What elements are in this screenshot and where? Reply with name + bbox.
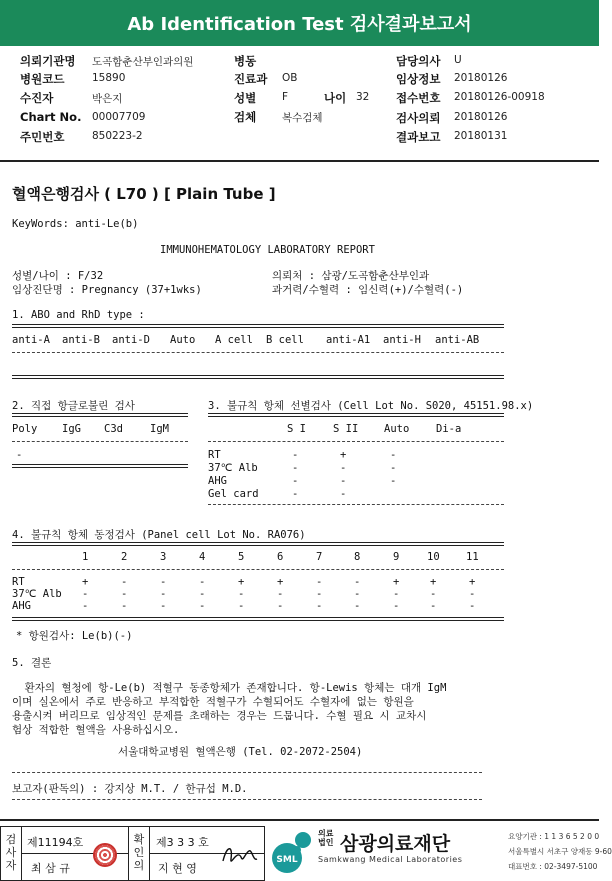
history-line: 과거력/수혈력 : 임신력(+)/수혈력(-) [272,284,464,296]
age-value: 32 [356,91,370,103]
sec1-rule-top [12,324,504,328]
sec4-header-cell: 8 [354,551,361,563]
sec1-h-anti-b: anti-B [62,334,100,346]
examiner-vertical-label: 검 사 자 [5,833,17,872]
sec4-cell: - [160,600,167,612]
sec1-h-anti-h: anti-H [383,334,421,346]
sec4-cell: - [160,576,167,588]
sec4-cell: - [316,576,323,588]
conclusion-line-1: 환자의 혈청에 항-Le(b) 적혈구 동종항체가 존재합니다. 항-Lewis 항체는 대개 IgM [12,682,447,694]
sml-logo-text: SML [276,855,298,865]
sec3-cell: - [292,488,299,500]
sec4-rule-mid [12,569,504,570]
sec4-header-cell: 9 [393,551,400,563]
sec4-cell: + [430,576,437,588]
examiner-name: 최 삼 규 [31,862,70,875]
sec4-cell: + [277,576,284,588]
sec3-title: 3. 불규칙 항체 선별검사 (Cell Lot No. S020, 45151.98.x) [208,400,534,412]
sec2-h-poly: Poly [12,423,38,435]
sec3-h-dia: Di-a [436,423,462,435]
sec4-row-label: 37℃ Alb [12,588,62,600]
header-divider [0,160,599,162]
signature-icon [219,839,259,871]
sec3-cell: - [292,462,299,474]
sec4-cell: - [354,576,361,588]
sec4-header-cell: 11 [466,551,479,563]
sec4-cell: - [430,588,437,600]
sec4-cell: - [199,588,206,600]
sec2-v-poly: - [16,449,23,461]
sec2-h-igm: IgM [150,423,169,435]
sec3-rule-top [208,413,504,417]
sec1-h-anti-a1: anti-A1 [326,334,371,346]
sec3-cell: - [340,488,347,500]
sec4-cell: - [316,600,323,612]
keywords: KeyWords: anti-Le(b) [12,218,139,230]
examiner-seal-icon [93,843,117,867]
examiner-license: 제11194호 [27,836,84,849]
sec4-header-cell: 7 [316,551,323,563]
sec1-h-a-cell: A cell [215,334,253,346]
sec4-cell: + [469,576,476,588]
request-value: 20180126 [454,111,508,123]
sec4-title: 4. 불규칙 항체 동정검사 (Panel cell Lot No. RA076) [12,529,306,541]
chart-value: 00007709 [92,111,146,123]
sec4-cell: - [316,588,323,600]
org-english-name: Samkwang Medical Laboratories [318,855,463,864]
specimen-label: 검체 [234,110,257,124]
requester-line: 의뢰처 : 삼광/도곡함춘산부인과 [272,270,430,282]
chart-label: Chart No. [20,110,82,124]
sex-label: 성별 [234,91,257,105]
sec4-cell: - [82,600,89,612]
sec3-cell: - [292,449,299,461]
contact-address: 서울특별시 서초구 양재동 9-60 [508,847,612,856]
confirmer-name: 지 현 영 [158,862,197,875]
code-label: 병원코드 [20,72,65,86]
sec4-cell: - [160,588,167,600]
sec4-cell: - [469,600,476,612]
sec1-rule-bottom [12,375,504,379]
sec3-cell: - [340,462,347,474]
conclusion-line-3: 용출시켜 버리므로 임상적인 문제를 초래하는 경우는 드뭅니다. 수혈 필요 시 교차시 [12,710,427,722]
report-title-bar [0,0,599,46]
sec3-row-label: Gel card [208,488,259,500]
footer-divider [0,819,599,821]
rrn-label: 주민번호 [20,130,65,144]
specimen-value: 복수검체 [282,112,323,124]
sec1-h-auto: Auto [170,334,196,346]
patient-info [0,48,599,158]
sec4-cell: - [354,600,361,612]
sec5-title: 5. 결론 [12,657,52,669]
sec4-rule-top [12,542,504,546]
inst-label: 의뢰기관명 [20,54,76,68]
request-label: 검사의뢰 [396,111,441,125]
sec4-cell: + [393,576,400,588]
sml-logo-icon [267,828,315,876]
sec3-cell: - [390,449,397,461]
test-name: 혈액은행검사 ( L70 ) [ Plain Tube ] [12,185,276,203]
sec3-cell: - [390,462,397,474]
sec2-rule-bottom [12,464,188,468]
sec1-h-anti-ab: anti-AB [435,334,480,346]
sec3-row-label: 37℃ Alb [208,462,258,474]
sec4-cell: - [238,600,245,612]
dept-value: OB [282,72,298,84]
report-label: 결과보고 [396,130,441,144]
reporter-rule-bottom [12,799,482,800]
receipt-value: 20180126-00918 [454,91,545,103]
code-value: 15890 [92,72,126,84]
receipt-label: 접수번호 [396,91,441,105]
reporter-rule-top [12,772,482,773]
sec4-cell: - [238,588,245,600]
contact-license: 요양기관 : 1 1 3 6 5 2 0 0 [508,832,600,841]
doctor-value: U [454,54,462,66]
sec1-h-anti-a: anti-A [12,334,50,346]
doctor-label: 담당의사 [396,54,441,68]
sec4-cell: - [430,600,437,612]
conclusion-line-4: 험상 적합한 혈액을 사용하십시오. [12,724,180,736]
sec2-value-row [0,449,200,463]
sec3-cell: - [340,475,347,487]
sec4-cell: - [354,588,361,600]
sec2-rule-top [12,413,188,417]
name-value: 박은지 [92,93,123,105]
sec4-header-cell: 3 [160,551,167,563]
clinical-label: 임상정보 [396,72,441,86]
sec3-h-s2: S II [333,423,359,435]
sec1-header-row [0,334,599,348]
sec3-header-row [0,423,599,437]
rrn-value: 850223-2 [92,130,143,142]
antigen-line: * 항원검사: Le(b)(-) [16,630,133,642]
sec4-cell: + [238,576,245,588]
sec4-cell: - [121,588,128,600]
sec1-h-anti-d: anti-D [112,334,150,346]
sec4-rule-bottom [12,617,504,621]
sec3-h-auto: Auto [384,423,410,435]
name-label: 수진자 [20,91,54,105]
sec2-h-c3d: C3d [104,423,123,435]
diagnosis-line: 임상진단명 : Pregnancy (37+1wks) [12,284,202,296]
sec4-cell: - [199,600,206,612]
sec4-cell: - [393,600,400,612]
sec4-cell: - [277,588,284,600]
sec4-header-cell: 5 [238,551,245,563]
sec4-cell: - [469,588,476,600]
hospital-line: 서울대학교병원 혈액은행 (Tel. 02-2072-2504) [118,746,363,758]
sec2-h-igg: IgG [62,423,81,435]
sec1-h-b-cell: B cell [266,334,304,346]
sec3-row-label: AHG [208,475,227,487]
sex-value: F [282,91,289,103]
sec4-header-cell: 10 [427,551,440,563]
sec4-cell: - [121,576,128,588]
sec1-rule-mid [12,352,504,353]
sec3-rule-mid [208,441,504,442]
signature-box [0,826,265,881]
sec3-h-s1: S I [287,423,306,435]
sec4-header-cell: 2 [121,551,128,563]
ward-label: 병동 [234,54,257,68]
sec4-row-label: RT [12,576,25,588]
sec1-title: 1. ABO and RhD type : [12,309,145,321]
org-small-label: 의료 법인 [318,829,334,847]
sec4-header-cell: 1 [82,551,89,563]
conclusion-line-2: 이며 실온에서 주로 반응하고 부적합한 적혈구가 수혈되어도 수혈자에 없는 항원을 [12,696,414,708]
sec4-cell: - [277,600,284,612]
sec3-rule-bottom [208,504,504,505]
sec4-cell: - [393,588,400,600]
clinical-value: 20180126 [454,72,508,84]
sec4-cell: + [82,576,89,588]
age-label: 나이 [324,91,347,105]
sec2-title: 2. 직접 항글로불린 검사 [12,400,135,412]
sex-age-line: 성별/나이 : F/32 [12,270,104,282]
org-name: 삼광의료재단 [340,833,451,855]
contact-phone: 대표번호 : 02-3497-5100 [508,862,598,871]
sec4-header-cell: 4 [199,551,206,563]
report-title: Ab Identification Test 검사결과보고서 [127,14,472,35]
confirmer-license: 제3 3 3 호 [156,836,209,849]
sec3-cell: - [292,475,299,487]
sec3-row-label: RT [208,449,221,461]
report-value: 20180131 [454,130,508,142]
sec3-cell: - [390,475,397,487]
sec4-row-label: AHG [12,600,31,612]
reporter-line: 보고자(판독의) : 강지상 M.T. / 한규섭 M.D. [12,783,248,795]
inst-value: 도곡함춘산부인과의원 [92,56,194,68]
dept-label: 진료과 [234,72,268,86]
sec4-cell: - [121,600,128,612]
lab-report-title: IMMUNOHEMATOLOGY LABORATORY REPORT [160,244,375,256]
sec2-rule-mid [12,441,188,442]
sec3-cell: + [340,449,347,461]
confirmer-vertical-label: 확 인 의 [133,833,145,872]
sec4-cell: - [82,588,89,600]
sec4-header-row [0,551,599,565]
sec4-cell: - [199,576,206,588]
sec4-header-cell: 6 [277,551,284,563]
